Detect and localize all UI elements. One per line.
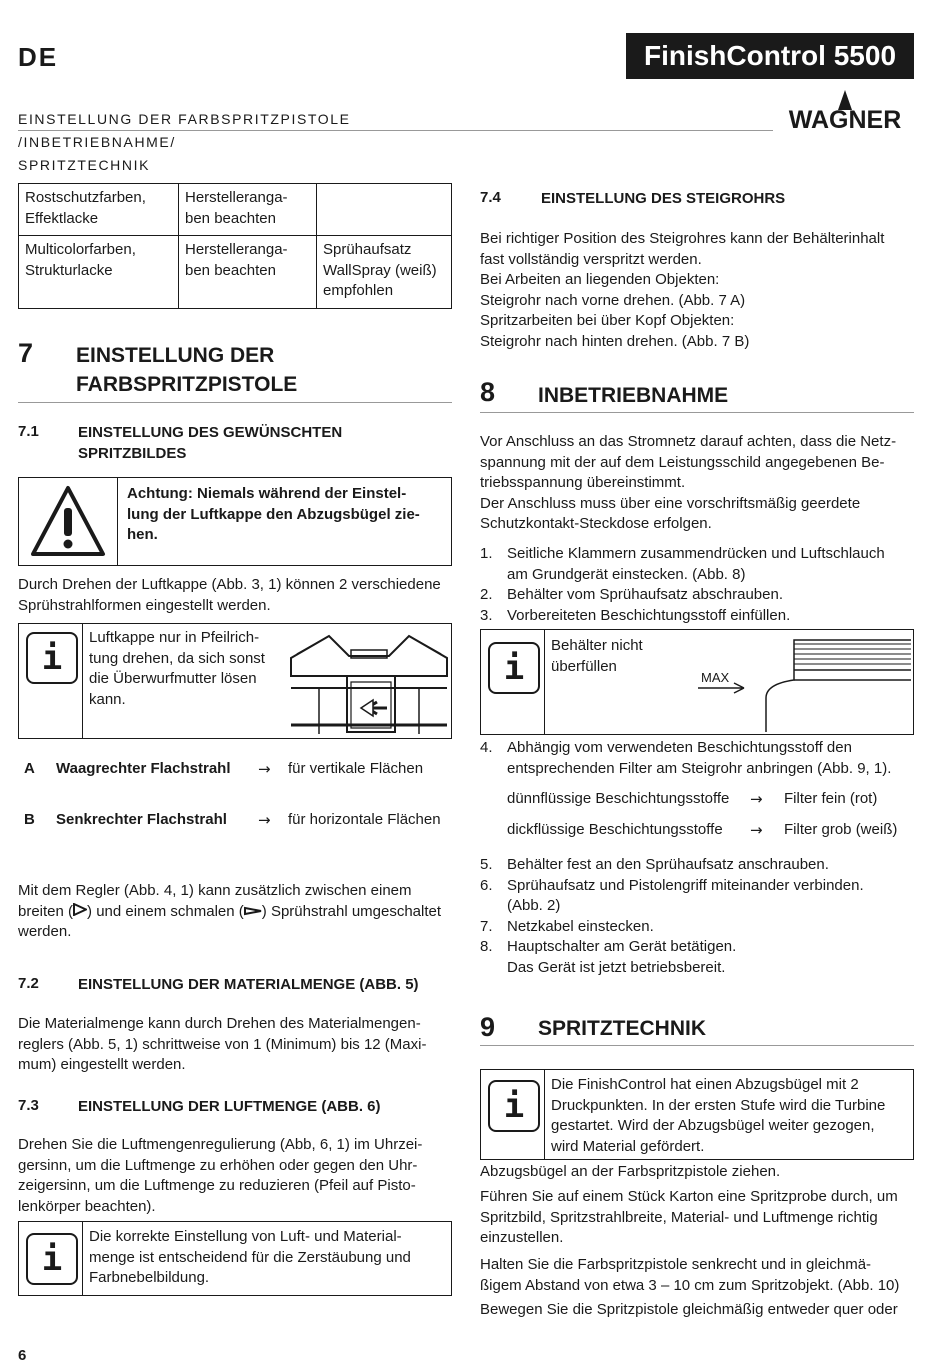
- section-7-rule: [18, 402, 452, 403]
- info-icon-cell: [481, 1070, 545, 1159]
- section-7-1-title: EINSTELLUNG DES GEWÜNSCHTEN SPRITZBILDES: [78, 424, 343, 462]
- table-cell: Sprühaufsatz WallSpray (weiß) empfohlen: [317, 236, 452, 309]
- warning-text: Achtung: Niemals während der Einstel- lung der Luftkappe den Abzugsbügel zie- hen.: [127, 485, 420, 543]
- section-9-rule: [480, 1045, 914, 1046]
- section-7-4-paragraph: Bei richtiger Position des Steigrohres kann der Behälterinhalt fast vollständig verspritzt werden. Bei Arbeiten an liegenden Objekten: Steigrohr nach vorne drehen. (Abb. 7 A) Spritzarbeiten bei über Kopf Objekten: Steigrohr nach hinten drehen. (Abb. 7 B): [480, 230, 885, 350]
- table-cell: Herstelleranga- ben beachten: [179, 184, 317, 236]
- section-7-4-title: EINSTELLUNG DES STEIGROHRS: [541, 190, 786, 207]
- info-box-air-material: [18, 1221, 452, 1296]
- table-cell: [317, 184, 452, 236]
- wide-spray-icon: [73, 903, 87, 916]
- info-icon: i: [26, 632, 78, 684]
- info-air-material-text: Die korrekte Einstellung von Luft- und Material- menge ist entscheidend für die Zerstäubung und Farbnebelbildung.: [89, 1228, 411, 1286]
- warning-icon-cell: [19, 478, 118, 565]
- info-icon-cell: [19, 624, 83, 738]
- table-row: [19, 236, 452, 309]
- thick-material-filter: Filter grob (weiß): [784, 821, 898, 838]
- table-cell: Rostschutzfarben, Effektlacke: [19, 184, 179, 236]
- section-7-2-paragraph: Die Materialmenge kann durch Drehen des Materialmengen- reglers (Abb. 5, 1) schrittweise von 1 (Minimum) bis 12 (Maxi- mum) eingestellt werden.: [18, 1015, 427, 1073]
- option-a-arrow-icon: →: [258, 760, 271, 778]
- info-box-trigger: [480, 1069, 914, 1160]
- section-9-p3: Halten Sie die Farbspritzpistole senkrecht und in gleichmä- ßigem Abstand von etwa 3 – 10 cm zum Spritzobjekt. (Abb. 10): [480, 1256, 900, 1294]
- max-label: MAX: [701, 670, 730, 685]
- info-aircap-text: Luftkappe nur in Pfeilrich- tung drehen, da sich sonst die Überwurfmutter lösen kann.: [89, 629, 265, 708]
- logo-wordmark: WAGNER: [788, 106, 902, 132]
- option-b-result: für horizontale Flächen: [288, 811, 441, 828]
- section-8-rule: [480, 412, 914, 413]
- section-9-p4: Bewegen Sie die Spritzpistole gleichmäßig entweder quer oder: [480, 1301, 898, 1318]
- section-9-p1: Abzugsbügel an der Farbspritzpistole ziehen.: [480, 1163, 781, 1180]
- section-7-title: EINSTELLUNG DER FARBSPRITZPISTOLE: [76, 344, 298, 396]
- section-9-title: SPRITZTECHNIK: [538, 1017, 706, 1040]
- info-box-container: [480, 629, 914, 735]
- warning-triangle-icon: [29, 484, 107, 558]
- option-a-result: für vertikale Flächen: [288, 760, 424, 777]
- section-7-2-number: 7.2: [18, 975, 39, 992]
- section-7-4-number: 7.4: [480, 189, 501, 206]
- material-table: [18, 183, 452, 309]
- list-item: 1. Seitliche Klammern zusammendrücken und Luftschlauch am Grundgerät einstecken. (Abb. 8): [480, 545, 885, 583]
- list-item: 5. Behälter fest an den Sprühaufsatz anschrauben.: [480, 856, 829, 873]
- info-trigger-text: Die FinishControl hat einen Abzugsbügel mit 2 Druckpunkten. In der ersten Stufe wird die Turbine gestartet. Wird der Abzugsbügel weiter gezogen, wird Material gefördert.: [551, 1076, 886, 1155]
- info-icon: i: [488, 642, 540, 694]
- info-container-text: Behälter nicht überfüllen: [551, 637, 643, 675]
- breadcrumb: [18, 108, 438, 177]
- aircap-illustration: [289, 628, 449, 736]
- section-9-p2: Führen Sie auf einem Stück Karton eine Spritzprobe durch, um Spritzbild, Spritzstrahlbreite, Material- und Luftmenge richtig einzustellen.: [480, 1188, 898, 1246]
- language-code: DE: [18, 42, 59, 72]
- section-8-number: 8: [480, 377, 496, 407]
- container-illustration: [696, 634, 912, 732]
- thin-arrow-icon: →: [750, 790, 763, 808]
- steps-1-3: [480, 544, 914, 626]
- section-7-2-title: EINSTELLUNG DER MATERIALMENGE (ABB. 5): [78, 976, 419, 993]
- table-cell: Multicolorfarben, Strukturlacke: [19, 236, 179, 309]
- table-cell: Herstelleranga- ben beachten: [179, 236, 317, 309]
- wagner-logo: [776, 90, 914, 132]
- page-number: 6: [18, 1347, 27, 1364]
- list-item: 7. Netzkabel einstecken.: [480, 917, 654, 935]
- thick-material-label: dickflüssige Beschichtungsstoffe: [507, 821, 723, 838]
- breadcrumb-line-2: SPRITZTECHNIK: [18, 157, 151, 173]
- list-item: 2. Behälter vom Sprühaufsatz abschrauben.: [480, 586, 783, 603]
- option-a-letter: A: [24, 760, 35, 777]
- section-7-3-number: 7.3: [18, 1097, 39, 1114]
- section-8-title: INBETRIEBNAHME: [538, 384, 729, 407]
- header-divider: [18, 130, 773, 131]
- thin-material-label: dünnflüssige Beschichtungsstoffe: [507, 790, 730, 807]
- info-icon-cell: [481, 630, 545, 734]
- thin-material-filter: Filter fein (rot): [784, 790, 878, 807]
- thick-arrow-icon: →: [750, 821, 763, 839]
- info-icon: i: [26, 1233, 78, 1285]
- option-b-letter: B: [24, 811, 35, 828]
- info-icon: i: [488, 1080, 540, 1132]
- option-b-arrow-icon: →: [258, 811, 271, 829]
- regler-paragraph: Mit dem Regler (Abb. 4, 1) kann zusätzlich zwischen einem breiten ( ) und einem schmalen ( ) Sprühstrahl umgeschaltet werden.: [18, 882, 442, 940]
- section-7-1-number: 7.1: [18, 423, 39, 440]
- section-7-number: 7: [18, 338, 34, 368]
- list-item: 3. Vorbereiteten Beschichtungsstoff einfüllen.: [480, 606, 791, 624]
- list-item: 8. Hauptschalter am Gerät betätigen. Das Gerät ist jetzt betriebsbereit.: [480, 938, 737, 976]
- section-8-paragraph: Vor Anschluss an das Stromnetz darauf achten, dass die Netz- spannung mit der auf dem Leistungsschild angegebenen Be- triebsspannung übereinstimmt. Der Anschluss muss über eine vorschriftsmäßig geerdete Schutzkontakt-Steckdose erfolgen.: [480, 433, 897, 532]
- steps-5-8: [480, 855, 914, 978]
- warning-box: [18, 477, 452, 566]
- section-7-3-title: EINSTELLUNG DER LUFTMENGE (ABB. 6): [78, 1098, 381, 1115]
- info-box-aircap: [18, 623, 452, 739]
- list-item: 4. Abhängig vom verwendeten Beschichtungsstoff den entsprechenden Filter am Steigrohr anbringen (Abb. 9, 1).: [480, 739, 892, 777]
- option-b-label: Senkrechter Flachstrahl: [56, 811, 227, 828]
- option-a-label: Waagrechter Flachstrahl: [56, 760, 231, 777]
- narrow-spray-icon: [244, 906, 262, 916]
- product-title: FinishControl 5500: [626, 33, 914, 79]
- section-7-3-paragraph: Drehen Sie die Luftmengenregulierung (Abb, 6, 1) im Uhrzei- gersinn, um die Luftmenge zu erhöhen oder gegen den Uhr- zeigersinn, um die Luftmenge zu reduzieren (Pfeil auf Pisto- lenkörper beachten).: [18, 1136, 423, 1215]
- step-4: [480, 738, 914, 779]
- section-9-number: 9: [480, 1012, 496, 1042]
- breadcrumb-line-1: EINSTELLUNG DER FARBSPRITZPISTOLE /INBETRIEBNAHME/: [18, 111, 351, 150]
- section-7-1-paragraph: Durch Drehen der Luftkappe (Abb. 3, 1) können 2 verschiedene Sprühstrahlformen eingestellt werden.: [18, 576, 441, 614]
- list-item: 6. Sprühaufsatz und Pistolengriff miteinander verbinden. (Abb. 2): [480, 876, 864, 914]
- info-icon-cell: [19, 1222, 83, 1295]
- table-row: [19, 184, 452, 236]
